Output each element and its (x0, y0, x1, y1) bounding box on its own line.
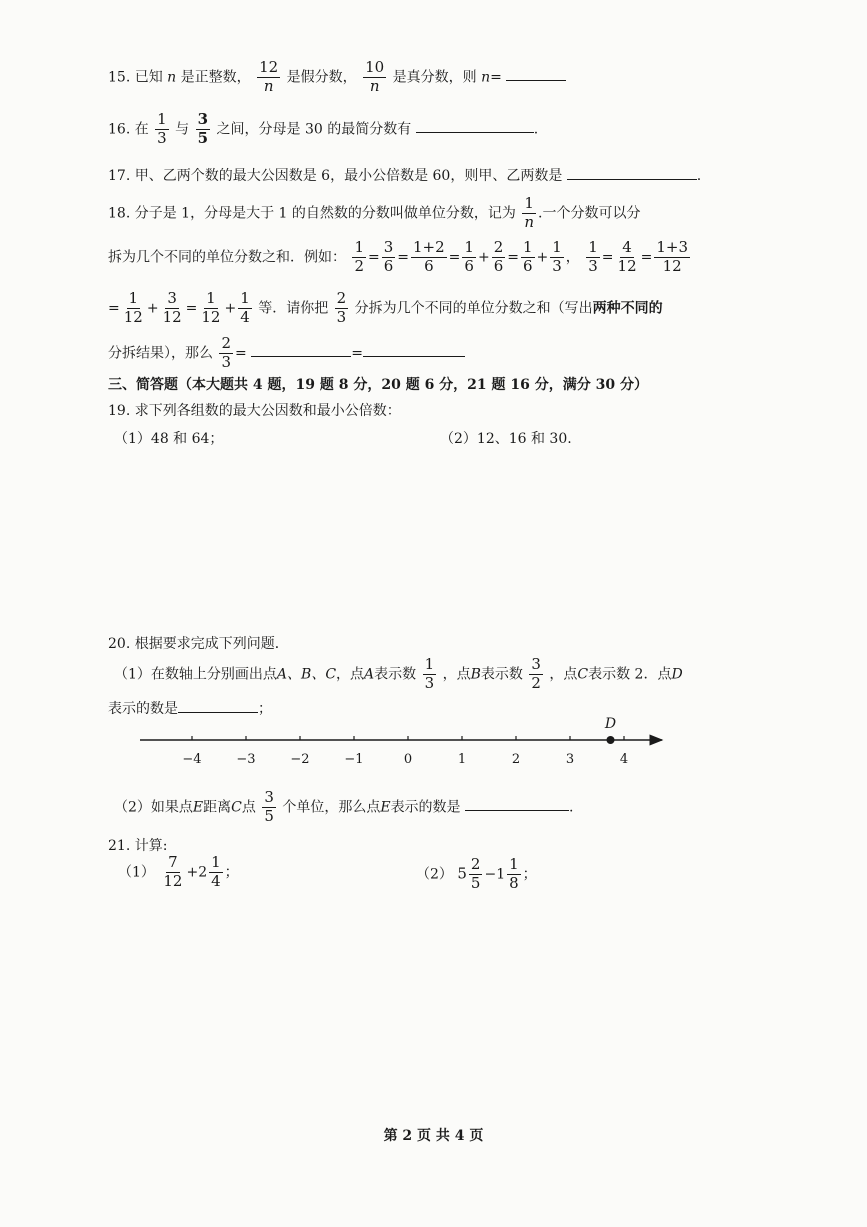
question-18-line1: 18. 分子是 1，分母是大于 1 的自然数的分数叫做单位分数，记为 $\frac{1}{n}$ .一个分数可以分 (108, 194, 641, 231)
fraction-12-over-n: $\frac{12}{n}$ (259, 58, 279, 95)
page-footer: 第 2 页 共 4 页 (383, 1128, 484, 1144)
question-16: 16. 在 $\frac{1}{3}$ 与 $\frac{3}{5}$ 之间，分母是 30 的最简分数有 . (108, 110, 539, 147)
question-21-part1: （1） $\frac{7}{12}$ +2 $\frac{1}{4}$ ； (118, 853, 239, 890)
question-20-part1-line2: 表示的数是 ； (108, 701, 272, 717)
answer-blank-16[interactable] (416, 132, 534, 133)
answer-blank-17[interactable] (567, 179, 697, 180)
question-19-part2: （2）12、16 和 30. (440, 431, 572, 447)
answer-blank-18b[interactable] (363, 356, 465, 357)
axis-tick-label: −4 (182, 752, 202, 767)
answer-blank-15[interactable] (506, 80, 566, 81)
section-3-heading: 三、简答题（本大题共 4 题，19 题 8 分，20 题 6 分，21 题 16 分，满分 30 分） (108, 377, 648, 393)
question-21-part2: （2） 5 $\frac{2}{5}$ −1 $\frac{1}{8}$ ； (416, 855, 537, 892)
point-d-label: D (604, 716, 617, 732)
fraction-1-3: $\frac{1}{3}$ (157, 110, 167, 147)
axis-tick-label: −2 (290, 752, 310, 767)
axis-tick-label: 2 (511, 752, 521, 767)
axis-tick-label: 0 (403, 752, 413, 767)
variable-n: n (167, 69, 177, 86)
answer-blank-20b[interactable] (465, 810, 569, 811)
question-18-line2: 拆为几个不同的单位分数之和．例如： $\frac{1}{2}$ = $\frac{3}{6}$ = $\frac{1+2}{6}$ = $\frac{1}{6}$ + $\frac{2}{6}$ = $\frac{1}{6}$ + $\frac{1}{3}$ ， $\frac{1}{3}$ = $\frac{4}{12}$ = $\frac{1+3}{12}$ (108, 238, 689, 275)
axis-tick-label: 3 (565, 752, 575, 767)
question-19-title: 19. 求下列各组数的最大公因数和最小公倍数： (108, 403, 401, 419)
axis-tick-label: −1 (344, 752, 364, 767)
question-20-part1: （1）在数轴上分别画出点A、B、C，点A表示数 $\frac{1}{3}$ ，点B表示数 $\frac{3}{2}$ ，点C表示数 2．点D (114, 655, 683, 692)
axis-tick-label: 4 (619, 752, 629, 767)
question-18-line4: 分拆结果），那么 $\frac{2}{3}$ = = (108, 336, 465, 371)
axis-tick-labels (182, 752, 628, 767)
question-15: 15. 已知 n 是正整数， $\frac{12}{n}$ 是假分数， $\frac{10}{n}$ 是真分数，则 n= (108, 60, 566, 95)
question-20-part2: （2）如果点E距离C点 $\frac{3}{5}$ 个单位，那么点E表示的数是 . (114, 788, 574, 825)
question-17: 17. 甲、乙两个数的最大公因数是 6，最小公倍数是 60，则甲、乙两数是 . (108, 168, 702, 184)
question-18-line3: = $\frac{1}{12}$ + $\frac{3}{12}$ = $\frac{1}{12}$ + $\frac{1}{4}$ 等．请你把 $\frac{2}{3}$ 分拆为几个不同的单位分数之和（写出两种不同的 (108, 289, 663, 326)
fraction-3-5: $\frac{3}{5}$ (197, 110, 209, 147)
question-21-title: 21. 计算: (108, 838, 168, 854)
question-20-title: 20. 根据要求完成下列问题． (108, 636, 289, 652)
point-d-dot[interactable] (607, 736, 615, 744)
fraction-10-over-n: $\frac{10}{n}$ (365, 58, 385, 95)
number-line[interactable] (130, 712, 670, 772)
axis-tick-label: −3 (236, 752, 256, 767)
axis-tick-label: 1 (457, 752, 467, 767)
question-19-part1: （1）48 和 64； (114, 431, 224, 447)
answer-blank-18a[interactable] (251, 356, 351, 357)
unit-fraction-1-n: $\frac{1}{n}$ (524, 194, 535, 231)
